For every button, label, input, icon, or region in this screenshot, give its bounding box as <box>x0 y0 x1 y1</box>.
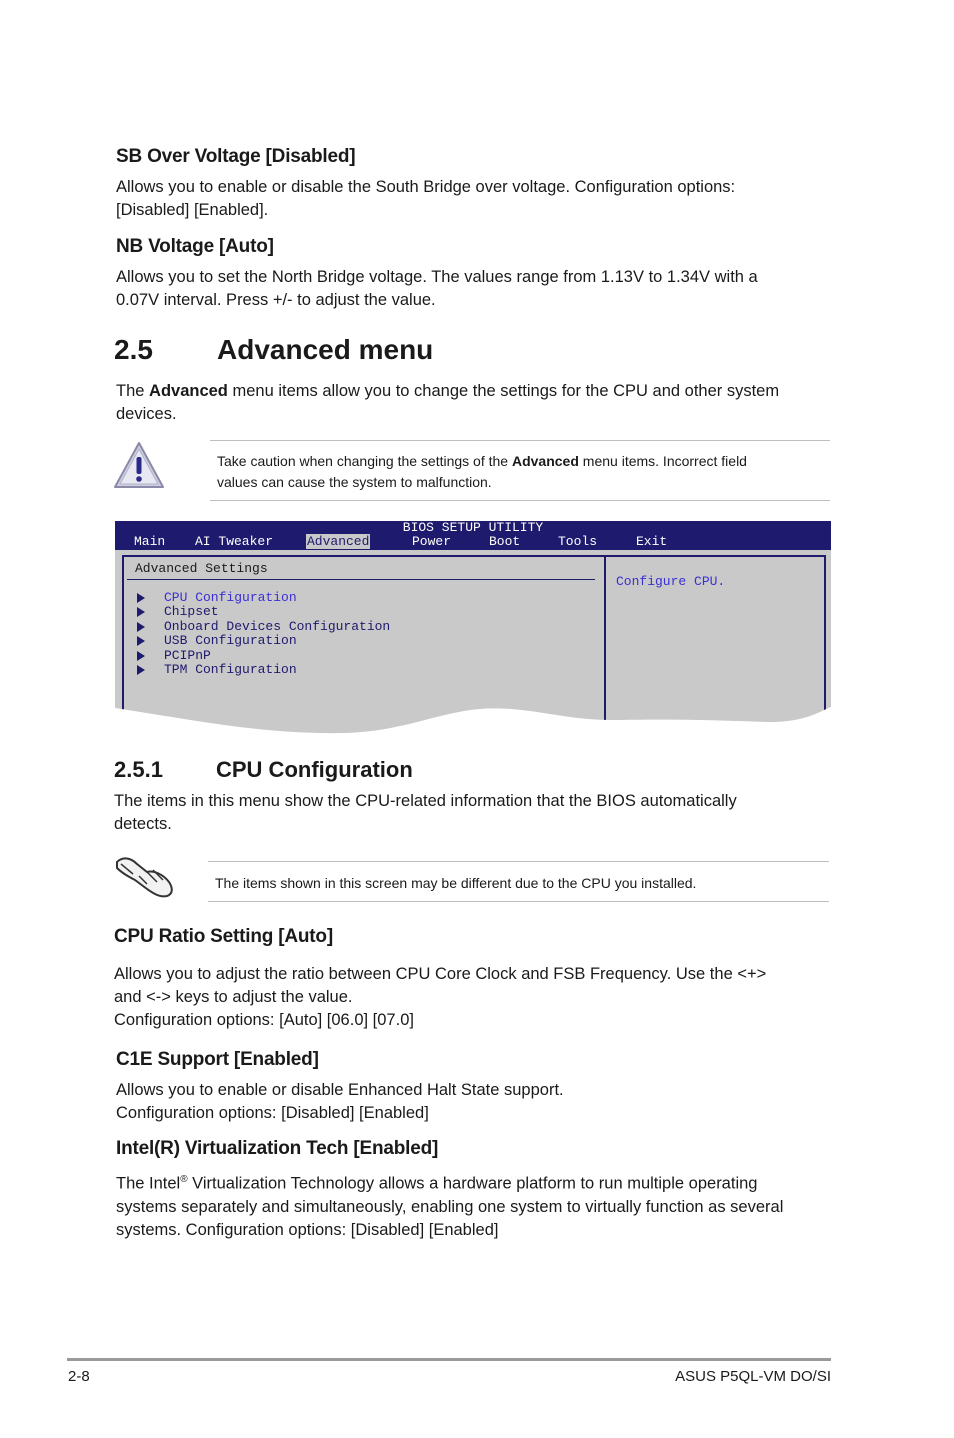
section-number: 2.5 <box>114 334 153 365</box>
bios-panel-title: Advanced Settings <box>135 561 268 576</box>
cpu-config-line1: The items in this menu show the CPU-related information that the BIOS automatically <box>114 792 737 810</box>
bios-item-chipset[interactable]: Chipset <box>164 604 219 619</box>
cpu-ratio-line2: and <-> keys to adjust the value. <box>114 988 353 1006</box>
vt-desc <box>116 1168 783 1242</box>
cpu-config-intro <box>114 790 737 836</box>
subsection-number: 2.5.1 <box>114 757 163 782</box>
section-title: Advanced menu <box>217 334 434 365</box>
intro-post: menu items allow you to change the settings for the CPU and other system <box>227 382 780 400</box>
c1e-line1: Allows you to enable or disable Enhanced Halt State support. <box>116 1081 564 1099</box>
pointing-hand-icon <box>113 852 177 905</box>
torn-edge-mask <box>115 521 831 736</box>
note-bottom-rule <box>208 901 829 902</box>
cpu-ratio-line3: Configuration options: [Auto] [06.0] [07.0] <box>114 1011 414 1029</box>
bios-menu-advanced[interactable]: Advanced <box>307 534 370 549</box>
subsection-title: CPU Configuration <box>216 757 413 782</box>
vt-line1 <box>116 1168 783 1196</box>
bios-item-usb-configuration[interactable]: USB Configuration <box>164 633 297 648</box>
bios-item-tpm-configuration[interactable]: TPM Configuration <box>164 662 297 677</box>
sb-voltage-line1: Allows you to enable or disable the South Bridge over voltage. Configuration options: <box>116 178 736 196</box>
bios-menu-tools[interactable]: Tools <box>558 534 598 549</box>
footer-rule <box>67 1358 831 1361</box>
c1e-heading: C1E Support [Enabled] <box>116 1049 319 1070</box>
intro-pre: The <box>116 382 150 400</box>
note-top-rule <box>208 861 829 862</box>
nb-voltage-line2: 0.07V interval. Press +/- to adjust the value. <box>116 291 436 309</box>
intro-bold: Advanced <box>149 382 228 400</box>
vt-heading: Intel(R) Virtualization Tech [Enabled] <box>116 1138 439 1159</box>
caution-pre: Take caution when changing the settings of the <box>217 453 512 469</box>
caution-line2: values can cause the system to malfunction. <box>217 474 492 490</box>
nb-voltage-heading: NB Voltage [Auto] <box>116 236 274 257</box>
note-text: The items shown in this screen may be different due to the CPU you installed. <box>215 875 697 891</box>
cpu-ratio-desc <box>114 963 766 1032</box>
vt-line1-post: Virtualization Technology allows a hardware platform to run multiple operating <box>187 1174 758 1193</box>
bios-item-onboard-devices[interactable]: Onboard Devices Configuration <box>164 619 391 634</box>
advanced-intro <box>116 380 779 426</box>
product-name: ASUS P5QL-VM DO/SI <box>675 1368 831 1385</box>
vt-line1-pre: The Intel <box>116 1174 181 1193</box>
caution-text <box>217 451 747 493</box>
cpu-ratio-line1: Allows you to adjust the ratio between CPU Core Clock and FSB Frequency. Use the <+> <box>114 965 767 983</box>
bios-title: BIOS SETUP UTILITY <box>402 521 544 535</box>
bios-menu-exit[interactable]: Exit <box>636 534 668 549</box>
bios-menu-ai-tweaker[interactable]: AI Tweaker <box>195 534 274 549</box>
advanced-intro-line2: devices. <box>116 405 177 423</box>
bios-menu-boot[interactable]: Boot <box>489 534 521 549</box>
advanced-intro-line1 <box>116 380 779 403</box>
warning-triangle-icon <box>112 440 166 495</box>
cpu-config-line2: detects. <box>114 815 172 833</box>
bios-item-cpu-configuration[interactable]: CPU Configuration <box>164 590 297 605</box>
caution-bottom-rule <box>210 500 830 501</box>
c1e-desc <box>116 1079 564 1125</box>
sb-voltage-desc <box>116 176 735 222</box>
sb-voltage-line2: [Disabled] [Enabled]. <box>116 201 269 219</box>
registered-mark: ® <box>180 1174 188 1185</box>
vt-line2: systems separately and simultaneously, enabling one system to virtually function as several <box>116 1197 784 1216</box>
page-number: 2-8 <box>68 1368 90 1385</box>
bios-screenshot <box>115 521 831 736</box>
c1e-line2: Configuration options: [Disabled] [Enabled] <box>116 1104 429 1122</box>
vt-line3: systems. Configuration options: [Disabled] [Enabled] <box>116 1220 499 1239</box>
bios-menu-power[interactable]: Power <box>412 534 452 549</box>
sb-voltage-heading: SB Over Voltage [Disabled] <box>116 146 356 167</box>
bios-help-text: Configure CPU. <box>616 574 726 589</box>
nb-voltage-line1: Allows you to set the North Bridge voltage. The values range from 1.13V to 1.34V with a <box>116 268 758 286</box>
bios-item-pcipnp[interactable]: PCIPnP <box>164 648 211 663</box>
cpu-ratio-heading: CPU Ratio Setting [Auto] <box>114 926 333 947</box>
caution-post: menu items. Incorrect field <box>578 453 747 469</box>
caution-bold: Advanced <box>511 453 579 469</box>
bios-menu-main[interactable]: Main <box>134 534 166 549</box>
nb-voltage-desc <box>116 266 758 312</box>
caution-line1 <box>217 451 747 472</box>
caution-top-rule <box>210 440 830 441</box>
